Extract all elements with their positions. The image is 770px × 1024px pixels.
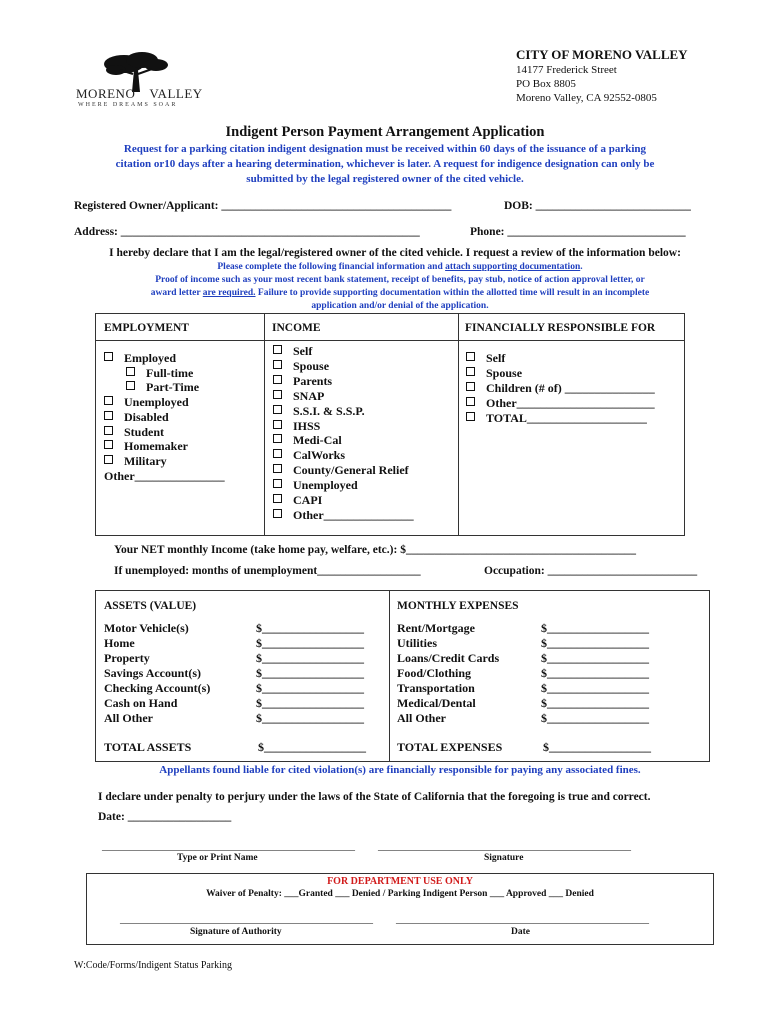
employment-header: EMPLOYMENT <box>104 322 189 334</box>
owner-field[interactable]: Registered Owner/Applicant: ________________________________________ <box>74 200 452 212</box>
expense-label: Rent/Mortgage <box>397 621 475 635</box>
checkbox-icon[interactable] <box>126 367 135 376</box>
address-line-3: Moreno Valley, CA 92552-0805 <box>516 92 657 104</box>
authority-signature-line[interactable]: ______________________________________________ <box>120 913 373 925</box>
table-divider-2 <box>458 313 459 536</box>
income-item-label: SNAP <box>293 388 325 403</box>
asset-label: All Other <box>104 711 153 725</box>
total-expenses-field[interactable]: $_________________ <box>543 740 651 754</box>
responsible-item[interactable] <box>466 351 655 366</box>
income-item[interactable] <box>273 344 414 359</box>
income-item-label: CAPI <box>293 493 323 508</box>
city-name: CITY OF MORENO VALLEY <box>516 47 688 62</box>
phone-field[interactable]: Phone: _______________________________ <box>470 226 686 238</box>
income-item-label: IHSS <box>293 418 321 433</box>
address-line-1: 14177 Frederick Street <box>516 64 617 76</box>
expenses-values <box>541 621 649 726</box>
expense-label: Transportation <box>397 681 475 695</box>
signature-line[interactable]: ______________________________________________ <box>378 840 631 852</box>
income-list <box>273 344 414 523</box>
asset-value-field[interactable]: $_________________ <box>256 666 364 680</box>
expense-label: Medical/Dental <box>397 696 476 710</box>
responsible-item-label: Other_______________________ <box>486 395 655 410</box>
income-item-label: Medi-Cal <box>293 433 342 448</box>
assets-header: ASSETS (VALUE) <box>104 600 197 612</box>
asset-value-field[interactable]: $_________________ <box>256 711 364 725</box>
checkbox-icon[interactable] <box>273 345 282 354</box>
assets-divider <box>389 590 390 762</box>
expense-value-field[interactable]: $_________________ <box>541 651 649 665</box>
employment-item[interactable] <box>104 454 225 469</box>
checkbox-icon[interactable] <box>466 382 475 391</box>
signature-label: Signature <box>484 853 524 863</box>
responsible-item[interactable] <box>466 411 655 426</box>
employment-full-time-label: Full-time <box>146 365 194 380</box>
liability-notice: Appellants found liable for cited violation(s) are financially responsible for paying any associated fines. <box>159 764 641 776</box>
responsible-item-label: Spouse <box>486 365 523 380</box>
dob-field[interactable]: DOB: ___________________________ <box>504 200 691 212</box>
intro-line-3: submitted by the legal registered owner of the cited vehicle. <box>246 173 524 185</box>
checkbox-icon[interactable] <box>273 464 282 473</box>
income-item-label: County/General Relief <box>293 463 409 478</box>
date-field[interactable]: Date: __________________ <box>98 811 232 823</box>
instructions-text-b2: Failure to provide supporting documentation within the allotted time will result in an incomplete <box>255 288 650 298</box>
income-item[interactable] <box>273 419 414 434</box>
total-assets-label: TOTAL ASSETS <box>104 740 192 754</box>
checkbox-icon[interactable] <box>273 494 282 503</box>
authority-date-label: Date <box>511 927 530 937</box>
expenses-labels <box>397 621 499 726</box>
income-item[interactable] <box>273 374 414 389</box>
expense-value-field[interactable]: $_________________ <box>541 621 649 635</box>
asset-label: Home <box>104 636 135 650</box>
instructions-text-a: Please complete the following financial information and <box>217 262 446 272</box>
instructions-line-4: application and/or denial of the application. <box>311 301 489 311</box>
income-item-label: Other_______________ <box>293 507 414 522</box>
authority-signature-label: Signature of Authority <box>190 927 282 937</box>
expense-value-field[interactable]: $_________________ <box>541 636 649 650</box>
income-item[interactable] <box>273 359 414 374</box>
income-header: INCOME <box>272 322 321 334</box>
instructions-text-b: . <box>580 262 583 272</box>
employment-other[interactable]: Other_______________ <box>104 468 225 483</box>
total-expenses-label: TOTAL EXPENSES <box>397 740 503 754</box>
print-name-label: Type or Print Name <box>177 853 258 863</box>
asset-label: Motor Vehicle(s) <box>104 621 189 635</box>
intro-line-1: Request for a parking citation indigent designation must be received within 60 days of the issuance of a parking <box>123 143 647 155</box>
employment-item[interactable] <box>104 395 225 410</box>
income-item-label: Unemployed <box>293 478 358 493</box>
checkbox-icon[interactable] <box>273 420 282 429</box>
waiver-of-penalty[interactable]: Waiver of Penalty: ___Granted ___ Denied / Parking Indigent Person ___ Approved ___ Denied <box>206 889 594 899</box>
income-item[interactable] <box>273 389 414 404</box>
table-divider-1 <box>264 313 265 536</box>
employment-item[interactable] <box>104 425 225 440</box>
asset-label: Savings Account(s) <box>104 666 202 680</box>
employment-item[interactable] <box>104 410 225 425</box>
checkbox-icon[interactable] <box>104 352 113 361</box>
perjury-declaration: I declare under penalty to perjury under the laws of the State of California that the foregoing is true and correct. <box>98 791 651 803</box>
asset-label: Cash on Hand <box>104 696 178 710</box>
employment-item-label: Military <box>124 453 167 468</box>
income-item[interactable] <box>273 433 414 448</box>
asset-label: Property <box>104 651 150 665</box>
income-item[interactable] <box>273 493 414 508</box>
instructions-text-u2: are required. <box>202 288 256 298</box>
responsible-item-label: Children (# of) _______________ <box>486 380 655 395</box>
income-item-label: Parents <box>293 373 333 388</box>
intro-line-2: citation or10 days after a hearing determination, whichever is later. A request for indigence designation can only be <box>115 158 655 170</box>
checkbox-icon[interactable] <box>466 397 475 406</box>
responsible-header: FINANCIALLY RESPONSIBLE FOR <box>465 322 656 334</box>
employment-employed[interactable] <box>104 351 225 366</box>
instructions-line-2: Proof of income such as your most recent bank statement, receipt of benefits, pay stub, notice of action approval letter, or <box>155 275 645 285</box>
employment-item-label: Disabled <box>124 409 169 424</box>
income-item-label: Self <box>293 344 313 358</box>
expenses-header: MONTHLY EXPENSES <box>397 600 519 612</box>
asset-value-field[interactable]: $_________________ <box>256 621 364 635</box>
expense-value-field[interactable]: $_________________ <box>541 711 649 725</box>
employment-employed-label: Employed <box>124 351 177 365</box>
employment-item[interactable] <box>104 439 225 454</box>
instructions-line-3 <box>0 288 770 298</box>
department-header: FOR DEPARTMENT USE ONLY <box>327 876 473 887</box>
asset-label: Checking Account(s) <box>104 681 211 695</box>
employment-item-label: Unemployed <box>124 395 189 410</box>
income-item-label: Spouse <box>293 358 330 373</box>
checkbox-icon[interactable] <box>273 509 282 518</box>
authority-date-line[interactable]: ______________________________________________ <box>396 913 649 925</box>
income-item[interactable] <box>273 508 414 523</box>
expense-value-field[interactable]: $_________________ <box>541 666 649 680</box>
responsible-item[interactable] <box>466 396 655 411</box>
income-item[interactable] <box>273 404 414 419</box>
checkbox-icon[interactable] <box>273 479 282 488</box>
expense-label: Food/Clothing <box>397 666 472 680</box>
instructions-line-1 <box>0 262 770 272</box>
checkbox-icon[interactable] <box>273 449 282 458</box>
city-logo <box>76 50 203 108</box>
expense-value-field[interactable]: $_________________ <box>541 681 649 695</box>
checkbox-icon[interactable] <box>104 426 113 435</box>
address-line-2: PO Box 8805 <box>516 78 576 90</box>
occupation-field[interactable]: Occupation: __________________________ <box>484 565 698 577</box>
income-item-label: CalWorks <box>293 448 346 463</box>
responsible-item-label: Self <box>486 351 506 365</box>
logo-name-left: MORENO <box>76 86 136 101</box>
responsible-item[interactable] <box>466 366 655 381</box>
employment-part-time[interactable] <box>104 380 225 395</box>
checkbox-icon[interactable] <box>273 360 282 369</box>
total-assets-field[interactable]: $_________________ <box>258 740 366 754</box>
owner-declaration: I hereby declare that I am the legal/registered owner of the cited vehicle. I request a review of the information below: <box>109 247 681 259</box>
employment-list <box>104 351 225 483</box>
logo-tagline: WHERE DREAMS SOAR <box>78 102 178 108</box>
logo-name-right: VALLEY <box>149 86 203 101</box>
responsible-item[interactable] <box>466 381 655 396</box>
expense-label: All Other <box>397 711 446 725</box>
checkbox-icon[interactable] <box>466 367 475 376</box>
employment-part-time-label: Part-Time <box>146 380 200 395</box>
unemployment-months-field[interactable]: If unemployed: months of unemployment__________________ <box>114 565 421 577</box>
assets-values <box>256 621 364 726</box>
checkbox-icon[interactable] <box>273 390 282 399</box>
table-header-rule <box>95 340 685 341</box>
asset-value-field[interactable]: $_________________ <box>256 681 364 695</box>
expense-label: Loans/Credit Cards <box>397 651 500 665</box>
asset-value-field[interactable]: $_________________ <box>256 696 364 710</box>
checkbox-icon[interactable] <box>104 411 113 420</box>
assets-labels <box>104 621 210 726</box>
checkbox-icon[interactable] <box>104 396 113 405</box>
asset-value-field[interactable]: $_________________ <box>256 651 364 665</box>
instructions-text-u: attach supporting documentation <box>445 262 581 272</box>
checkbox-icon[interactable] <box>126 381 135 390</box>
income-item[interactable] <box>273 463 414 478</box>
employment-item-label: Homemaker <box>124 439 188 454</box>
checkbox-icon[interactable] <box>273 405 282 414</box>
checkbox-icon[interactable] <box>466 352 475 361</box>
employment-full-time[interactable] <box>104 366 225 381</box>
income-item[interactable] <box>273 478 414 493</box>
instructions-text-a2: award letter <box>150 288 203 298</box>
checkbox-icon[interactable] <box>466 412 475 421</box>
address-field[interactable]: Address: ____________________________________________________ <box>74 226 420 238</box>
footer-path: W:Code/Forms/Indigent Status Parking <box>74 960 232 971</box>
employment-item-label: Student <box>124 424 165 439</box>
checkbox-icon[interactable] <box>104 455 113 464</box>
checkbox-icon[interactable] <box>104 440 113 449</box>
income-item[interactable] <box>273 448 414 463</box>
page-title: Indigent Person Payment Arrangement Application <box>225 124 545 140</box>
asset-value-field[interactable]: $_________________ <box>256 636 364 650</box>
responsible-item-label: TOTAL____________________ <box>486 410 647 425</box>
print-name-line[interactable]: ______________________________________________ <box>102 840 355 852</box>
expense-label: Utilities <box>397 636 437 650</box>
checkbox-icon[interactable] <box>273 375 282 384</box>
income-item-label: S.S.I. & S.S.P. <box>293 403 365 418</box>
checkbox-icon[interactable] <box>273 434 282 443</box>
net-income-field[interactable]: Your NET monthly Income (take home pay, welfare, etc.): $________________________________________ <box>114 544 636 556</box>
responsible-list <box>466 351 655 426</box>
expense-value-field[interactable]: $_________________ <box>541 696 649 710</box>
